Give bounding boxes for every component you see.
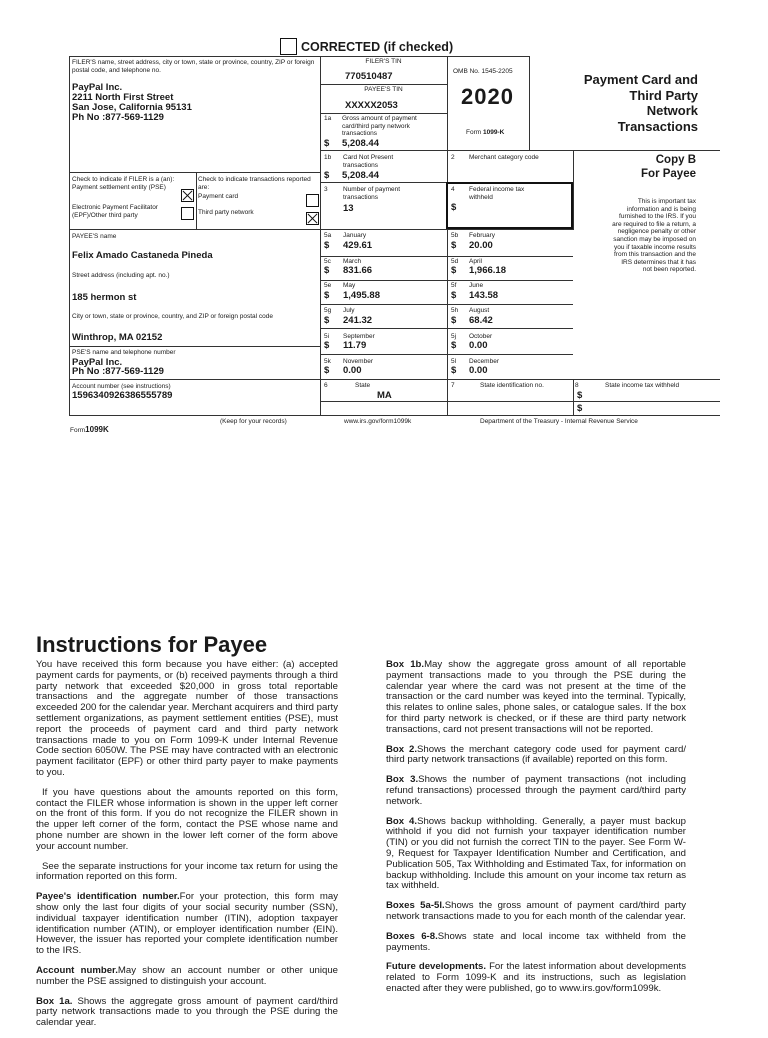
third-party-label: Third party network: [198, 209, 254, 216]
box1a-label: Gross amount of payment card/third party network transactions: [342, 115, 417, 137]
keep-records: (Keep for your records): [220, 418, 287, 425]
box3-value: 13: [343, 203, 354, 214]
check-trans-label: Check to indicate transactions reported are:: [198, 176, 311, 191]
month-label: May: [343, 282, 356, 289]
month-label: November: [343, 358, 373, 365]
instruction-paragraph: Account number.May show an account number or other unique number the PSE assigned to distinguish your account.: [36, 964, 339, 987]
month-label: October: [469, 333, 493, 340]
month-value: 0.00: [343, 365, 362, 376]
footer-form-number: 1099K: [85, 425, 109, 434]
month-dollar: $: [451, 340, 457, 351]
department: Department of the Treasury - Internal Revenue Service: [480, 418, 638, 425]
title-line-1: Payment Card and: [583, 72, 698, 87]
irs-website[interactable]: www.irs.gov/form1099k: [344, 418, 412, 425]
instruction-paragraph: Box 3.Shows the number of payment transactions (not including refund transactions) processed through the payment card/third party network.: [386, 774, 686, 807]
box1b-label: Card Not Present transactions: [343, 154, 394, 169]
filer-street: 2211 North First Street: [72, 92, 174, 103]
footer-form-prefix: Form: [70, 427, 86, 434]
street-label: Street address (including apt. no.): [72, 272, 170, 279]
filer-phone: Ph No :877-569-1129: [72, 112, 164, 123]
instruction-paragraph: Box 2.Shows the merchant category code used for payment card/ third party network transactions (if available) reported on this form.: [386, 743, 687, 766]
month-value: 20.00: [469, 240, 493, 251]
payee-name: Felix Amado Castaneda Pineda: [72, 250, 213, 261]
month-label: February: [469, 232, 496, 239]
month-value: 0.00: [469, 365, 488, 376]
month-label: June: [469, 282, 484, 289]
month-value: 1,966.18: [469, 265, 506, 276]
month-label: April: [469, 258, 483, 265]
month-value: 11.79: [343, 340, 367, 351]
payee-street: 185 hermon st: [72, 292, 137, 303]
month-num: 5i: [324, 333, 330, 340]
form-title: [540, 72, 698, 134]
month-num: 5c: [324, 258, 331, 265]
account-label: Account number (see instructions): [72, 383, 171, 390]
month-num: 5g: [324, 307, 332, 314]
month-label: January: [343, 232, 367, 239]
box8-label: State income tax withheld: [605, 382, 680, 389]
month-dollar: $: [451, 315, 457, 326]
box1a-value: 5,208.44: [342, 138, 379, 149]
instructions-title: Instructions for Payee: [36, 632, 268, 657]
instruction-paragraph: See the separate instructions for your income tax return for using the information reported on this form.: [36, 860, 338, 883]
month-num: 5l: [451, 358, 457, 365]
filer-tin: 770510487: [345, 71, 393, 82]
box2-num: 2: [451, 154, 455, 161]
instruction-paragraph: Box 1b.May show the aggregate gross amount of all reportable payment transactions made to you through the PSE during the calendar year where the card was not present at the time of the transaction or the card number was keyed into the terminal. Typically, this relates to online sales, phone sales, or catalogue sales. If the box for third party network is checked, or if these are third party network transactions, card not present transactions will not be reported.: [386, 659, 686, 735]
payment-card-label: Payment card: [198, 193, 239, 200]
tax-year: 2020: [461, 84, 514, 109]
city-label: City or town, state or province, country, and ZIP or foreign postal code: [72, 313, 273, 320]
copy-title: Copy B: [655, 154, 696, 166]
instructions-left-column: [36, 660, 338, 1038]
box3-label: Number of payment transactions: [343, 186, 401, 201]
corrected-label: CORRECTED (if checked): [301, 40, 454, 54]
instruction-paragraph: Payee's identification number.For your protection, this form may show only the last four digits of your social security number (SSN), individual taxpayer identification number (ITIN), adoption taxpayer identification number (ATIN), or employer identification number (EIN). However, the issuer has reported your complete identification number to the IRS.: [36, 891, 339, 957]
account-number: 1596340926386555789: [72, 390, 173, 401]
pse-checkbox[interactable]: [181, 189, 194, 202]
instruction-paragraph: Boxes 6-8.Shows state and local income tax withheld from the payments.: [386, 930, 686, 953]
instruction-paragraph: You have received this form because you have either: (a) accepted payment cards for payments, or (b) received payments through a third party network that exceeded $20,000 in gross total reportable transactions and the aggregate number of those transactions exceeded 200 for the calendar year. Merchant acquirers and third party settlement organizations, as payment settlement entities (PSE), must report the proceeds of payment card and third party network transactions made to you on Form 1099-K under Internal Revenue Code section 6050W. The PSE may have contracted with an electronic payment facilitator (EPF) or other third party payer to make payments to you.: [36, 659, 338, 778]
month-dollar: $: [324, 365, 330, 376]
month-dollar: $: [324, 315, 330, 326]
month-value: 429.61: [343, 240, 373, 251]
month-num: 5b: [451, 232, 459, 239]
epf-checkbox[interactable]: [181, 207, 194, 220]
month-dollar: $: [451, 290, 457, 301]
pse-label: Payment settlement entity (PSE): [72, 184, 166, 191]
third-party-checkbox[interactable]: [306, 212, 319, 225]
box4-num: 4: [451, 186, 455, 193]
month-num: 5h: [451, 307, 459, 314]
month-label: September: [343, 333, 375, 340]
box7-label: State identification no.: [480, 382, 544, 389]
month-value: 241.32: [343, 315, 373, 326]
box6-value: MA: [377, 390, 392, 401]
corrected-checkbox[interactable]: [280, 38, 297, 55]
month-dollar: $: [324, 265, 330, 276]
month-dollar: $: [451, 240, 457, 251]
month-dollar: $: [324, 240, 330, 251]
month-value: 0.00: [469, 340, 488, 351]
pse-name-label: PSE'S name and telephone number: [72, 349, 176, 356]
check-filer-label: Check to indicate if FILER is a (an):: [72, 176, 175, 183]
month-dollar: $: [451, 265, 457, 276]
month-num: 5f: [451, 282, 457, 289]
box4-label: Federal income tax withheld: [469, 186, 525, 201]
month-value: 68.42: [469, 315, 493, 326]
month-value: 831.66: [343, 265, 373, 276]
box3-num: 3: [324, 186, 328, 193]
title-line-2: Third Party: [629, 87, 698, 103]
payee-name-label: PAYEE'S name: [72, 233, 117, 240]
epf-label: Electronic Payment Facilitator (EPF)/Other third party: [72, 204, 158, 219]
month-label: December: [469, 358, 499, 365]
payee-city: Winthrop, MA 02152: [72, 332, 163, 343]
month-num: 5e: [324, 282, 332, 289]
month-num: 5j: [451, 333, 457, 340]
instruction-paragraph: Boxes 5a-5l.Shows the gross amount of payment card/third party network transactions made to you for each month of the calendar year.: [386, 900, 686, 922]
box7-num: 7: [451, 382, 455, 389]
box8-dollar-2: $: [577, 403, 583, 414]
month-num: 5d: [451, 258, 459, 265]
month-label: March: [343, 258, 362, 265]
filer-tin-label: FILER'S TIN: [365, 58, 402, 65]
month-label: July: [343, 307, 355, 314]
filer-label: FILER'S name, street address, city or town, state or province, country, ZIP or foreign postal code, and telephone no.: [72, 59, 315, 74]
pse-phone: Ph No :877-569-1129: [72, 366, 164, 377]
box6-label: State: [355, 382, 371, 389]
title-line-4: Transactions: [617, 118, 698, 134]
footer-form-name: [70, 426, 109, 435]
instruction-paragraph: If you have questions about the amounts reported on this form, contact the FILER whose information is shown in the upper left corner on the front of this form. If you do not recognize the FILER shown in the upper left corner of the form, contact the PSE whose name and phone number are shown in the lower left corner of the form above your account number.: [36, 786, 338, 852]
filer-city: San Jose, California 95131: [72, 102, 192, 113]
copy-note: This is important tax information and is being furnished to the IRS. If you are required to file a return, a negligence penalty or other sanction may be imposed on you if taxable income results from this transaction and the IRS determines that it has not been reported.: [612, 198, 696, 274]
instructions-right-column: [386, 660, 686, 1004]
copy-subtitle: For Payee: [641, 168, 696, 180]
box8-num: 8: [575, 382, 579, 389]
box1b-value: 5,208.44: [342, 170, 379, 181]
month-num: 5a: [324, 232, 332, 239]
payee-tin: XXXXX2053: [345, 100, 398, 111]
form-prefix: Form: [466, 129, 482, 136]
month-label: August: [469, 307, 490, 314]
box2-label: Merchant category code: [469, 154, 539, 161]
title-line-3: Network: [646, 103, 698, 118]
instruction-paragraph: Box 4.Shows backup withholding. Generally, a payer must backup withhold if you did not furnish your taxpayer identification number (TIN) or you did not furnish the correct TIN to the payer. See Form W-9, Request for Taxpayer Identification Number and Certification, and Publication 505, Tax Withholding and Estimated Tax, for information on backup withholding. Include this amount on your income tax return as tax withheld.: [386, 815, 686, 892]
month-value: 1,495.88: [343, 290, 380, 301]
omb-number: OMB No. 1545-2205: [453, 68, 513, 75]
pse-name: PayPal Inc.: [72, 357, 123, 368]
box1b-num: 1b: [324, 154, 332, 161]
box4-dollar: $: [451, 202, 457, 213]
box8-dollar-1: $: [577, 390, 583, 401]
instruction-paragraph: Box 1a. Shows the aggregate gross amount of payment card/third party network transactions made to you through the PSE during the calendar year.: [36, 995, 338, 1029]
form-name: 1099-K: [482, 129, 505, 136]
month-value: 143.58: [469, 290, 499, 301]
filer-name: PayPal Inc.: [72, 82, 123, 93]
box1a-dollar: $: [324, 138, 330, 149]
box1a-num: 1a: [324, 115, 332, 122]
payee-tin-label: PAYEE'S TIN: [364, 86, 403, 93]
box1b-dollar: $: [324, 170, 330, 181]
month-dollar: $: [324, 290, 330, 301]
box6-num: 6: [324, 382, 328, 389]
month-dollar: $: [324, 340, 330, 351]
month-num: 5k: [324, 358, 331, 365]
payment-card-checkbox[interactable]: [306, 194, 319, 207]
month-dollar: $: [451, 365, 457, 376]
instruction-paragraph: Future developments. For the latest information about developments related to Form 1099-K and its instructions, such as legislation enacted after they were published, go to www.irs.gov/form1099k.: [386, 961, 686, 994]
form-name-small: [466, 129, 504, 137]
